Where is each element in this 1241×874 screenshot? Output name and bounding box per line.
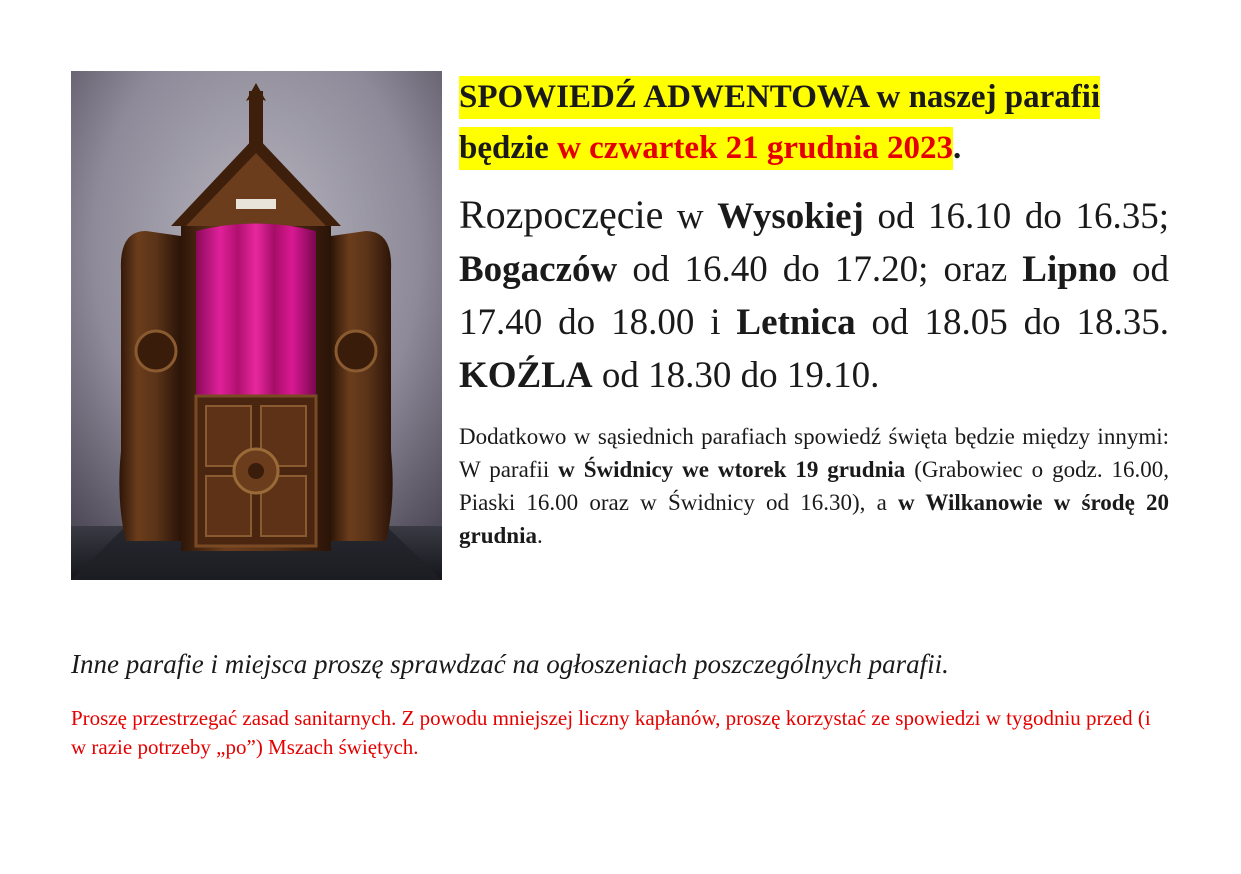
extra-bold-1: w Świdnicy we wtorek 19 grudnia xyxy=(558,457,906,482)
schedule-paragraph xyxy=(459,188,1169,402)
schedule-place-1: Wysokiej xyxy=(717,196,864,237)
confessional-photo xyxy=(71,71,442,580)
schedule-place-4: Letnica xyxy=(736,302,856,343)
extra-paragraph xyxy=(459,420,1169,552)
headline-highlight xyxy=(459,76,1100,170)
headline-text: SPOWIEDŹ ADWENTOWA w naszej parafii będzie xyxy=(459,79,1101,166)
schedule-time-2: od 16.40 do 17.20; oraz xyxy=(617,249,1023,290)
schedule-place-3: Lipno xyxy=(1022,249,1117,290)
extra-bold-2: w Wilkanowie w środę 20 grudnia xyxy=(459,490,1169,548)
headline-end: . xyxy=(953,130,962,166)
schedule-start-word: Rozpoczęcie xyxy=(459,192,664,237)
other-parishes-note: Inne parafie i miejsca proszę sprawdzać na ogłoszeniach poszczególnych parafii. xyxy=(71,649,949,679)
schedule-w: w xyxy=(663,196,718,237)
text-column xyxy=(459,72,1169,552)
extra-text-1: Dodatkowo w sąsiednich parafiach spowiedź święta będzie między innymi: W parafii xyxy=(459,424,1169,482)
sanitary-note: Proszę przestrzegać zasad sanitarnych. Z powodu mniejszej liczny kapłanów, proszę korzystać ze spowiedzi w tygodniu przed (i w razie potrzeby „po”) Mszach świętych. xyxy=(71,706,1151,759)
schedule-time-4: od 18.05 do 18.35. xyxy=(855,302,1170,343)
extra-text-3: . xyxy=(536,523,543,548)
schedule-time-3: od 17.40 do 18.00 i xyxy=(459,249,1170,343)
schedule-place-2: Bogaczów xyxy=(459,249,618,290)
schedule-place-5: KOŹLA xyxy=(459,355,593,396)
schedule-time-5: od 18.30 do 19.10. xyxy=(592,355,880,396)
headline-date: w czwartek 21 grudnia 2023 xyxy=(557,130,954,166)
extra-text-2: (Grabowiec o godz. 16.00, Piaski 16.00 oraz w Świdnicy od 16.30), a xyxy=(459,457,1169,515)
headline xyxy=(459,72,1169,174)
schedule-time-1: od 16.10 do 16.35; xyxy=(863,196,1169,237)
